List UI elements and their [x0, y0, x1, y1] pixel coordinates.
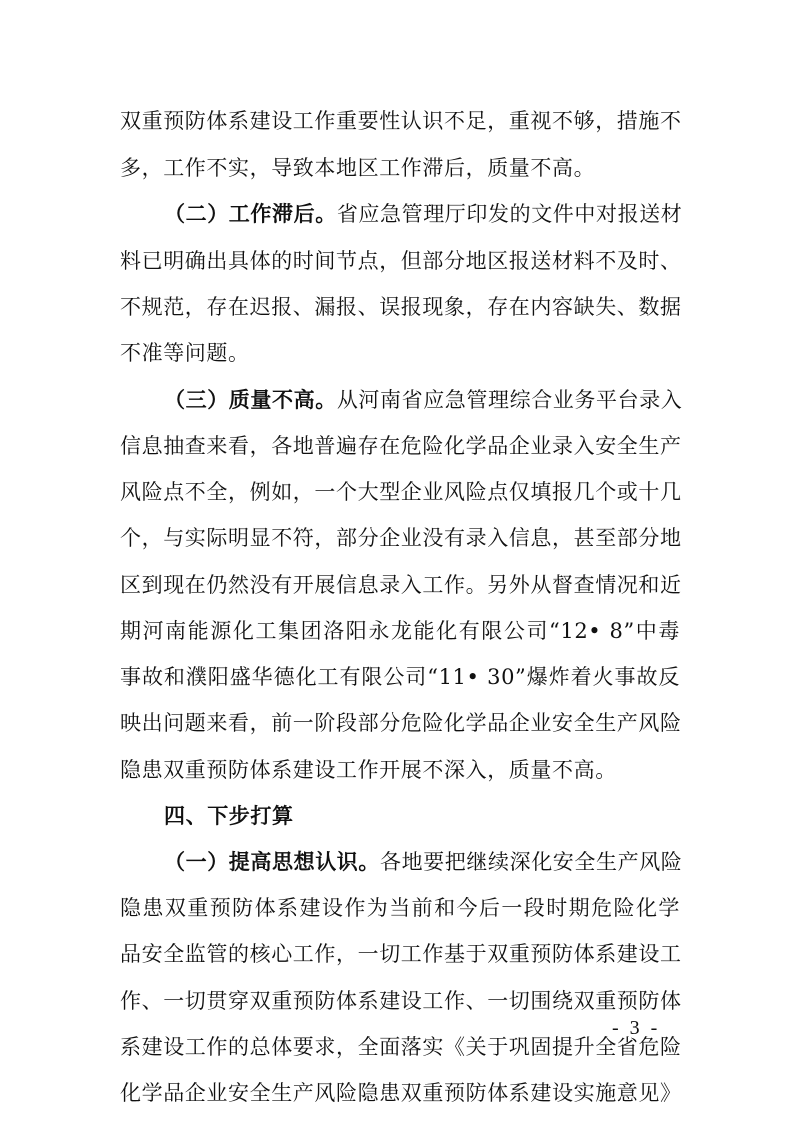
paragraph-line: 信息抽查来看，各地普遍存在危险化学品企业录入安全生产: [120, 434, 682, 458]
paragraph-line: 隐患双重预防体系建设作为当前和今后一段时期危险化学: [120, 896, 680, 920]
section-heading: 四、下步打算: [164, 804, 294, 828]
paragraph-lead: （一）提高思想认识。: [164, 850, 380, 874]
paragraph-line: 化学品企业安全生产风险隐患双重预防体系建设实施意见》: [120, 1081, 682, 1105]
paragraph-line: 作、一切贯穿双重预防体系建设工作、一切围绕双重预防体: [120, 989, 682, 1013]
paragraph-text: 从河南省应急管理综合业务平台录入: [336, 388, 683, 412]
paragraph-line: [164, 388, 683, 412]
paragraph-line: 料已明确出具体的时间节点，但部分地区报送材料不及时、: [120, 249, 682, 273]
paragraph-lead: （三）质量不高。: [164, 388, 337, 412]
paragraph-line: 双重预防体系建设工作重要性认识不足，重视不够，措施不: [120, 109, 682, 133]
paragraph-line: 个，与实际明显不符，部分企业没有录入信息，甚至部分地: [120, 526, 682, 550]
paragraph-line: 隐患双重预防体系建设工作开展不深入，质量不高。: [120, 758, 617, 782]
paragraph-line: 不规范，存在迟报、漏报、误报现象，存在内容缺失、数据: [120, 295, 682, 319]
paragraph-line: 多，工作不实，导致本地区工作滞后，质量不高。: [120, 156, 596, 180]
paragraph-line: 区到现在仍然没有开展信息录入工作。另外从督查情况和近: [120, 573, 682, 597]
paragraph-line: 品安全监管的核心工作，一切工作基于双重预防体系建设工: [120, 942, 682, 966]
paragraph-line: [164, 202, 683, 226]
paragraph-line: 映出问题来看，前一阶段部分危险化学品企业安全生产风险: [120, 711, 682, 735]
paragraph-line: [164, 850, 683, 874]
paragraph-line: 期河南能源化工集团洛阳永龙能化有限公司“12• 8”中毒: [120, 619, 680, 643]
paragraph-text: 各地要把继续深化安全生产风险: [380, 850, 683, 874]
paragraph-line: 不准等问题。: [120, 341, 250, 365]
paragraph-line: 风险点不全，例如，一个大型企业风险点仅填报几个或十几: [120, 480, 682, 504]
paragraph-lead: （二）工作滞后。: [164, 202, 337, 226]
paragraph-line: 系建设工作的总体要求，全面落实《关于巩固提升全省危险: [120, 1035, 682, 1059]
page-number: - 3 -: [612, 1017, 661, 1039]
paragraph-line: 事故和濮阳盛华德化工有限公司“11• 30”爆炸着火事故反: [120, 665, 680, 689]
paragraph-text: 省应急管理厅印发的文件中对报送材: [336, 202, 683, 226]
